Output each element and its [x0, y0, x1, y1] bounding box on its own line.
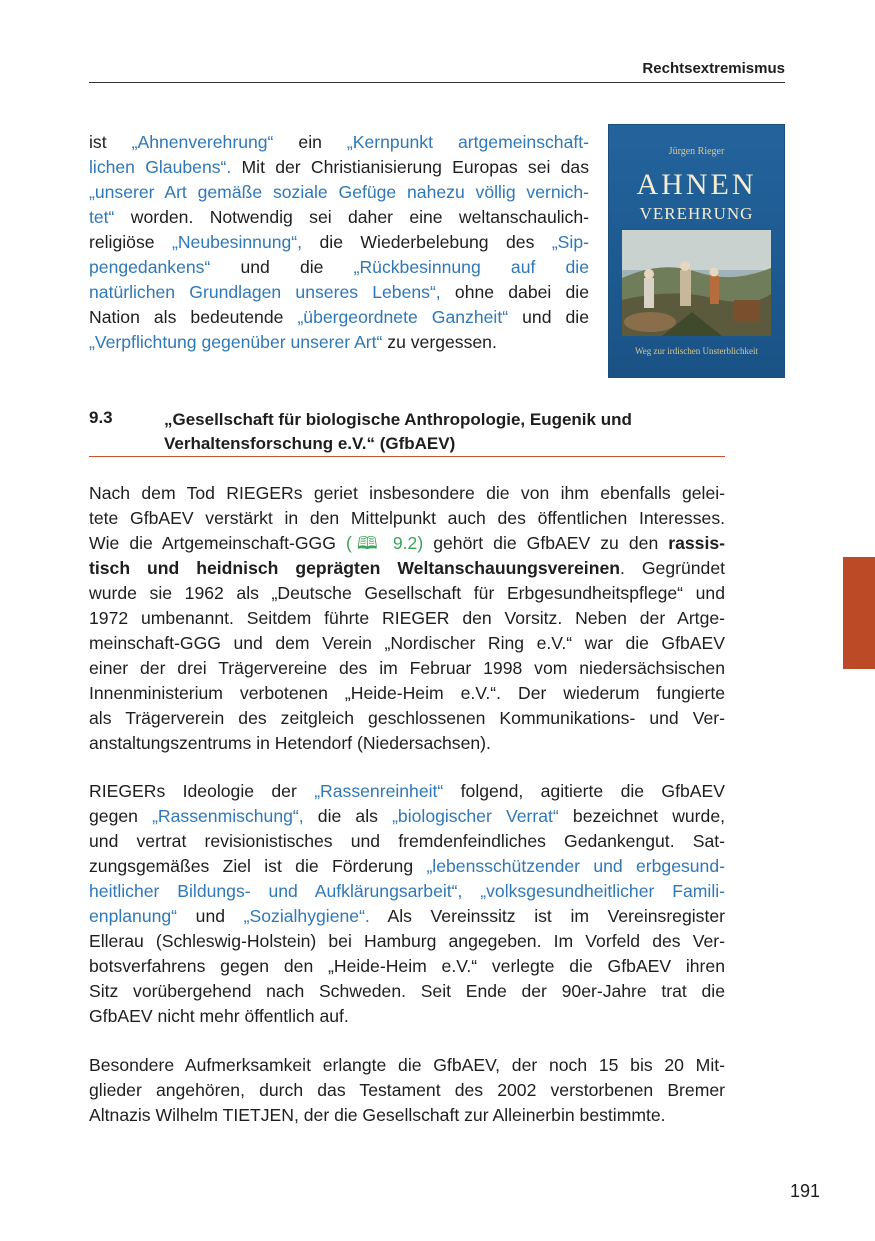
text-line: tete GfbAEV verstärkt in den Mittelpunkt auch des öffentlichen Interesses. — [89, 508, 725, 528]
text-line: natürlichen Grundlagen unseres Lebens“, ohne dabei die — [89, 282, 589, 302]
text-line: Besondere Aufmerksamkeit erlangte die GfbAEV, der noch 15 bis 20 Mit- — [89, 1055, 725, 1075]
text-line: 1972 umbenannt. Seitdem führte RIEGER den Vorsitz. Neben der Artge- — [89, 608, 725, 628]
text-line: Wie die Artgemeinschaft-GGG (🕮 9.2) gehört die GfbAEV zu den rassis- — [89, 533, 725, 553]
body-paragraph-2 — [89, 779, 725, 1029]
text-line: heitlicher Bildungs- und Aufklärungsarbeit“, „volksgesundheitlicher Famili- — [89, 881, 725, 901]
page-number: 191 — [789, 1181, 820, 1201]
text-line: Altnazis Wilhelm TIETJEN, der die Gesellschaft zur Alleinerbin bestimmte. — [89, 1105, 666, 1125]
text-line: Innenministerium verbotenen „Heide-Heim e.V.“. Der wiederum fungierte — [89, 683, 725, 703]
text-line: Ellerau (Schleswig-Holstein) bei Hamburg angegeben. Im Vorfeld des Ver- — [89, 931, 725, 951]
section-rule — [89, 456, 725, 457]
header-rule — [89, 82, 785, 83]
text-line: einer der drei Trägervereine des im Februar 1998 vom niedersächsischen — [89, 658, 725, 678]
text-line: anstaltungszentrums in Hetendorf (Niedersachsen). — [89, 733, 491, 753]
book-cover-image — [608, 124, 785, 378]
text-line: meinschaft-GGG und dem Verein „Nordischer Ring e.V.“ war die GfbAEV — [89, 633, 725, 653]
text-line: und vertrat revisionistisches und fremdenfeindliches Gedankengut. Sat- — [89, 831, 725, 851]
text-line: „Verpflichtung gegenüber unserer Art“ zu vergessen. — [89, 332, 497, 352]
section-number: 9.3 — [89, 408, 113, 427]
book-title-line2: VEREHRUNG — [639, 204, 754, 223]
text-line: als Trägerverein des zeitgleich geschlossenen Kommunikations- und Ver- — [89, 708, 725, 728]
text-line: enplanung“ und „Sozialhygiene“. Als Vereinssitz ist im Vereinsregister — [89, 906, 725, 926]
text-line: lichen Glaubens“. Mit der Christianisierung Europas sei das — [89, 157, 590, 177]
text-line: Nation als bedeutende „übergeordnete Ganzheit“ und die — [89, 307, 589, 327]
text-line: GfbAEV nicht mehr öffentlich auf. — [89, 1006, 349, 1026]
text-line: wurde sie 1962 als „Deutsche Gesellschaft für Erbgesundheitspflege“ und — [89, 583, 725, 603]
text-line: pengedankens“ und die „Rückbesinnung auf die — [89, 257, 589, 277]
section-title-line: Verhaltensforschung e.V.“ (GfbAEV) — [164, 434, 456, 453]
text-line: Sitz vorübergehend nach Schweden. Seit Ende der 90er-Jahre trat die — [89, 981, 725, 1001]
text-line: tisch und heidnisch geprägten Weltanschauungsvereinen. Gegründet — [89, 558, 725, 578]
text-line: RIEGERs Ideologie der „Rassenreinheit“ folgend, agitierte die GfbAEV — [89, 781, 725, 801]
text-line: glieder angehören, durch das Testament des 2002 verstorbenen Bremer — [89, 1080, 725, 1100]
book-title: AHNEN — [636, 168, 757, 201]
text-line: zungsgemäßes Ziel ist die Förderung „lebensschützender und erbgesund- — [89, 856, 725, 876]
running-head: Rechtsextremismus — [642, 60, 785, 77]
text-line: „unserer Art gemäße soziale Gefüge nahezu völlig vernich- — [89, 182, 589, 202]
text-line: tet“ worden. Notwendig sei daher eine weltanschaulich- — [89, 207, 589, 227]
body-paragraph-3 — [89, 1053, 725, 1128]
book-author: Jürgen Rieger — [668, 146, 725, 157]
text-line: religiöse „Neubesinnung“, die Wiederbelebung des „Sip- — [89, 232, 589, 252]
section-title — [164, 408, 724, 456]
cross-reference: (🕮 9.2) — [345, 533, 424, 553]
body-paragraph-1 — [89, 481, 725, 756]
text-line: Nach dem Tod RIEGERs geriet insbesondere die von ihm ebenfalls gelei- — [89, 483, 725, 503]
section-title-line: „Gesellschaft für biologische Anthropologie, Eugenik und — [164, 410, 632, 429]
book-subtitle: Weg zur irdischen Unsterblichkeit — [635, 346, 758, 356]
book-cover-illustration — [622, 230, 771, 336]
text-line: gegen „Rassenmischung“, die als „biologischer Verrat“ bezeichnet wurde, — [89, 806, 725, 826]
text-line: botsverfahrens gegen den „Heide-Heim e.V.“ verlegte die GfbAEV ihren — [89, 956, 725, 976]
chapter-thumb-tab — [843, 557, 875, 669]
text-line: ist „Ahnenverehrung“ ein „Kernpunkt artgemeinschaft- — [89, 132, 589, 152]
intro-paragraph — [89, 130, 589, 355]
